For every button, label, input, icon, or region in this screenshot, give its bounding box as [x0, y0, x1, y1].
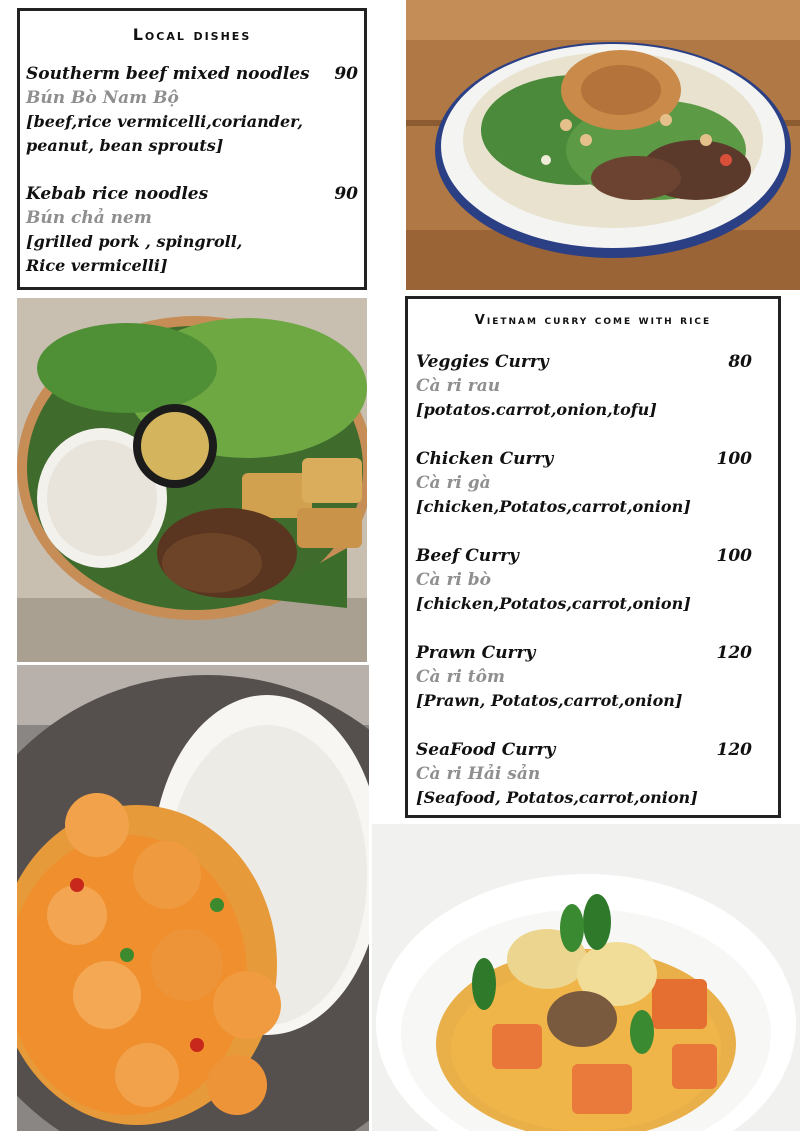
menu-item-bun-bo	[26, 62, 358, 158]
kebab-basket-photo	[17, 298, 367, 662]
menu-item-prawn-curry	[416, 641, 752, 713]
curry-box	[405, 296, 781, 818]
item-description: [Prawn, Potatos,carrot,onion]	[416, 691, 683, 710]
item-description: [beef,rice vermicelli,coriander,	[26, 112, 303, 131]
menu-item-bun-cha-nem	[26, 182, 358, 278]
curry-title: Vietnam curry come with rice	[474, 313, 712, 328]
item-name: Prawn Curry	[416, 643, 536, 663]
item-vietnamese-name: Cà ri bò	[416, 570, 492, 590]
item-name: Chicken Curry	[416, 449, 554, 469]
item-name: Beef Curry	[416, 546, 519, 566]
item-name: Southerm beef mixed noodles	[26, 64, 310, 84]
item-vietnamese-name: Cà ri tôm	[416, 667, 505, 687]
item-vietnamese-name: Cà ri gà	[416, 473, 491, 493]
item-name: Veggies Curry	[416, 352, 549, 372]
item-vietnamese-name: Bún chả nem	[26, 208, 152, 228]
menu-item-veggies-curry	[416, 350, 752, 422]
prawn-curry-photo	[17, 665, 369, 1131]
menu-item-seafood-curry	[416, 738, 752, 810]
item-description: [grilled pork , spingroll,	[26, 232, 243, 251]
item-price: 90	[334, 64, 358, 84]
item-price: 120	[716, 643, 752, 663]
item-description: peanut, bean sprouts]	[26, 136, 224, 155]
noodle-bowl-photo	[406, 0, 800, 290]
local-dishes-box	[17, 8, 367, 290]
item-description: Rice vermicelli]	[26, 256, 168, 275]
item-price: 100	[716, 546, 752, 566]
item-name: Kebab rice noodles	[26, 184, 209, 204]
item-price: 80	[728, 352, 752, 372]
yellow-curry-photo	[372, 824, 800, 1131]
item-price: 100	[716, 449, 752, 469]
item-description: [chicken,Potatos,carrot,onion]	[416, 497, 691, 516]
item-vietnamese-name: Cà ri rau	[416, 376, 501, 396]
item-vietnamese-name: Bún Bò Nam Bộ	[26, 88, 179, 108]
item-description: [Seafood, Potatos,carrot,onion]	[416, 788, 698, 807]
item-description: [potatos.carrot,onion,tofu]	[416, 400, 657, 419]
item-price: 90	[334, 184, 358, 204]
menu-item-chicken-curry	[416, 447, 752, 519]
item-vietnamese-name: Cà ri Hải sản	[416, 764, 541, 784]
item-name: SeaFood Curry	[416, 740, 556, 760]
local-dishes-title: Local dishes	[132, 25, 252, 44]
item-description: [chicken,Potatos,carrot,onion]	[416, 594, 691, 613]
item-price: 120	[716, 740, 752, 760]
menu-item-beef-curry	[416, 544, 752, 616]
